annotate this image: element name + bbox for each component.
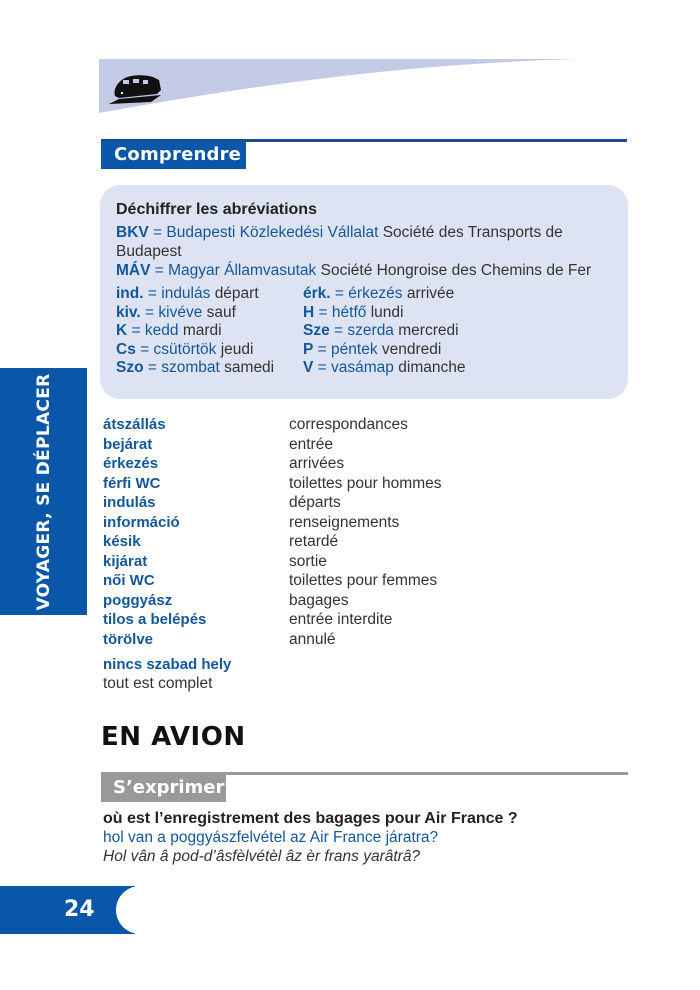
phrase-french: où est l’enregistrement des bagages pour Air France ?: [103, 810, 518, 827]
chapter-label: VOYAGER, SE DÉPLACER: [33, 372, 54, 611]
abbr-item: Sze = szerda mercredi: [303, 322, 459, 339]
list-item: késik retardé: [103, 533, 339, 550]
abbr-item: H = hétfő lundi: [303, 303, 404, 321]
list-item: poggyász bagages: [103, 591, 349, 609]
list-item: törölve annulé: [103, 630, 336, 648]
abbr-item: ind. = indulás départ: [116, 285, 259, 302]
abbr-mav: MÁV = Magyar Államvasutak Société Hongroise des Chemins de Fer: [116, 262, 592, 279]
section-title: EN AVION: [101, 722, 246, 752]
phrase-pronunciation: Hol vân â pod-d’âsfèlvétèl âz èr frans yarâtrâ?: [103, 848, 421, 865]
abbr-bkv: BKV = Budapesti Közlekedési Vállalat Société des Transports de Budapest: [116, 224, 563, 260]
vocab-list: [103, 415, 442, 649]
list-item: átszállás correspondances: [103, 416, 408, 433]
list-item: információ renseignements: [103, 513, 400, 531]
page-number: 24: [64, 897, 95, 922]
tab-cutout: [116, 886, 164, 934]
comprendre-header: Comprendre: [101, 141, 246, 169]
list-item: férfi WC toilettes pour hommes: [103, 474, 442, 492]
sexprimer-header: S’exprimer: [101, 773, 226, 802]
abbr-item: V = vasámap dimanche: [303, 359, 466, 376]
list-item: bejárat entrée: [103, 435, 333, 453]
phrase-entry: [103, 809, 518, 866]
abbr-item: érk. = érkezés arrivée: [303, 285, 455, 302]
abbreviations-box: [100, 185, 628, 399]
short-abbr-grid: [116, 285, 628, 378]
abbr-item: K = kedd mardi: [116, 322, 222, 339]
header-swoosh: [99, 58, 579, 114]
abbr-item: Szo = szombat samedi: [116, 359, 275, 376]
chapter-side-tab: [0, 368, 87, 615]
list-item: tilos a belépés entrée interdite: [103, 611, 393, 628]
list-item: női WC toilettes pour femmes: [103, 572, 438, 589]
list-item: érkezés arrivées: [103, 455, 345, 472]
abbr-item: P = péntek vendredi: [303, 340, 442, 358]
page-number-tab: [0, 886, 135, 934]
abbr-item: Cs = csütörtök jeudi: [116, 340, 254, 358]
box-title: Déchiffrer les abréviations: [116, 201, 317, 218]
list-item: indulás départs: [103, 494, 341, 511]
nincs-entry: nincs szabad hely tout est complet: [103, 656, 232, 692]
phrase-hungarian: hol van a poggyászfelvétel az Air France járatra?: [103, 829, 439, 846]
list-item: kijárat sortie: [103, 552, 327, 570]
abbr-item: kiv. = kivéve sauf: [116, 303, 236, 321]
